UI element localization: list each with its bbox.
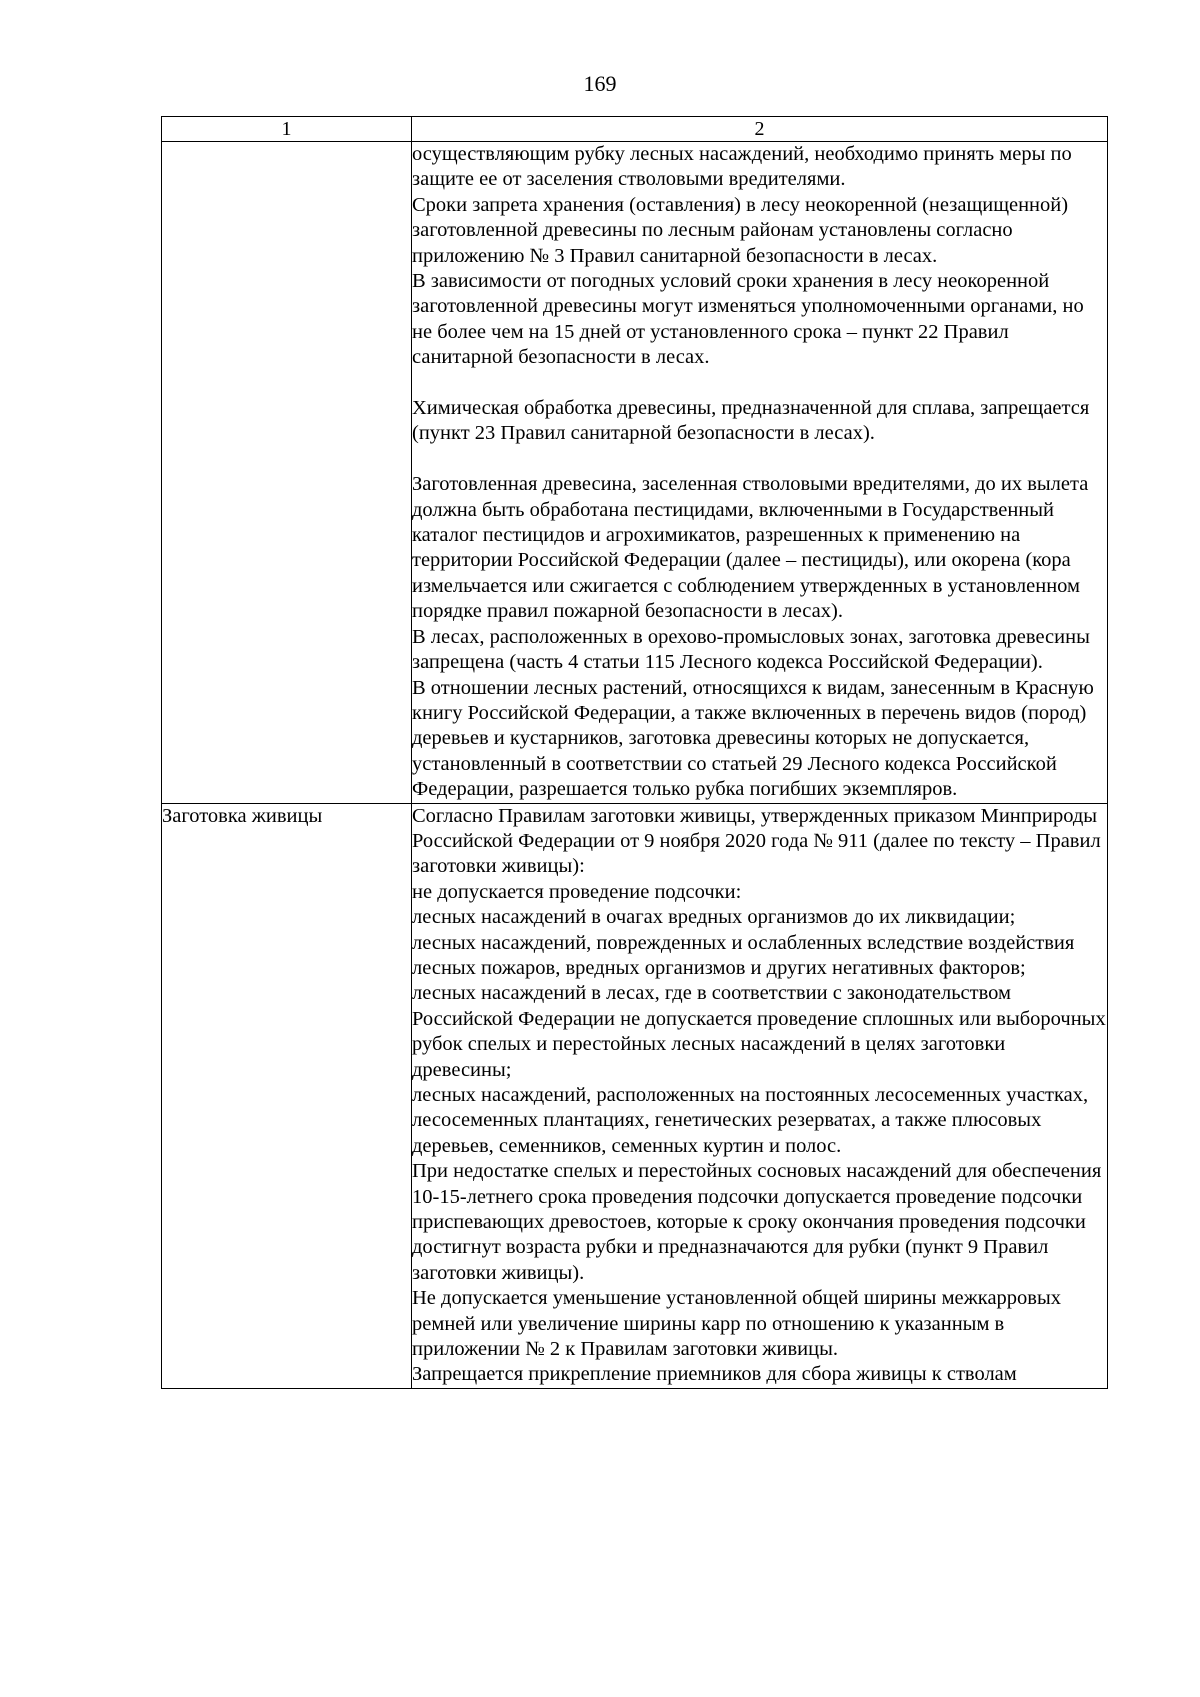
paragraph: Запрещается прикрепление приемников для сбора живицы к стволам (412, 1363, 1017, 1386)
paragraph: Не допускается уменьшение установленной общей ширины межкарровых ремней или увеличение ширины карр по отношению к указанным в приложении № 2 к Правилам заготовки живицы. (412, 1287, 1062, 1361)
row-1-label (162, 142, 412, 804)
column-header-1: 1 (162, 117, 412, 142)
paragraph: лесных насаждений, расположенных на постоянных лесосеменных участках, лесосеменных плантациях, генетических резерватах, а также плюсовых деревьев, семенников, семенных куртин и полос. (412, 1084, 1089, 1157)
row-2-label: Заготовка живицы (162, 803, 412, 1388)
paragraph: лесных насаждений в очагах вредных организмов до их ликвидации; (412, 906, 1016, 929)
paragraph: Согласно Правилам заготовки живицы, утвержденных приказом Минприроды Российской Федерации от 9 ноября 2020 года № 911 (далее по тексту – Правил заготовки живицы): (412, 804, 1101, 878)
column-header-2: 2 (412, 117, 1108, 142)
paragraph: Сроки запрета хранения (оставления) в лесу неокоренной (незащищенной) заготовленной древесины по лесным районам установлены согласно приложению № 3 Правил санитарной безопасности в лесах. (412, 193, 1069, 267)
table-row (162, 803, 1108, 1388)
paragraph: В лесах, расположенных в орехово-промысловых зонах, заготовка древесины запрещена (часть 4 статьи 115 Лесного кодекса Российской Федерации). (412, 625, 1090, 674)
document-table (161, 116, 1108, 1389)
paragraph: осуществляющим рубку лесных насаждений, необходимо принять меры по защите ее от заселения стволовыми вредителями. (412, 143, 1072, 191)
table-row (162, 142, 1108, 804)
table-header-row (162, 117, 1108, 142)
paragraph: При недостатке спелых и перестойных сосновых насаждений для обеспечения 10-15-летнего срока проведения подсочки допускается проведение подсочки приспевающих древостоев, которые к сроку окончания проведения подсочки достигнут возраста рубки и предназначаются для рубки (пункт 9 Правил заготовки живицы). (412, 1160, 1102, 1284)
paragraph: Химическая обработка древесины, предназначенной для сплава, запрещается (пункт 23 Правил санитарной безопасности в лесах). (412, 397, 1090, 445)
paragraph: Заготовленная древесина, заселенная стволовыми вредителями, до их вылета должна быть обработана пестицидами, включенными в Государственный каталог пестицидов и агрохимикатов, разрешенных к применению на территории Российской Федерации (далее – пестициды), или окорена (кора измельчается или сжигается с соблюдением утвержденных в установленном порядке правил пожарной безопасности в лесах). (412, 473, 1089, 623)
row-1-content (412, 142, 1108, 804)
paragraph: В зависимости от погодных условий сроки хранения в лесу неокоренной заготовленной древесины могут изменяться уполномоченными органами, но не более чем на 15 дней от установленного срока – пункт 22 Правил санитарной безопасности в лесах. (412, 270, 1084, 369)
row-2-content (412, 803, 1108, 1388)
paragraph: В отношении лесных растений, относящихся к видам, занесенным в Красную книгу Российской Федерации, а также включенных в перечень видов (пород) деревьев и кустарников, заготовка древесины которых не допускается, установленный в соответствии со статьей 29 Лесного кодекса Российской Федерации, разрешается только рубка погибших экземпляров. (412, 676, 1094, 801)
paragraph: лесных насаждений в лесах, где в соответствии с законодательством Российской Федерации не допускается проведение сплошных или выборочных рубок спелых и перестойных лесных насаждений в целях заготовки древесины; (412, 982, 1106, 1081)
paragraph: не допускается проведение подсочки: (412, 880, 742, 903)
page-number: 169 (583, 71, 617, 96)
paragraph: лесных насаждений, поврежденных и ослабленных вследствие воздействия лесных пожаров, вредных организмов и других негативных факторов; (412, 931, 1075, 979)
